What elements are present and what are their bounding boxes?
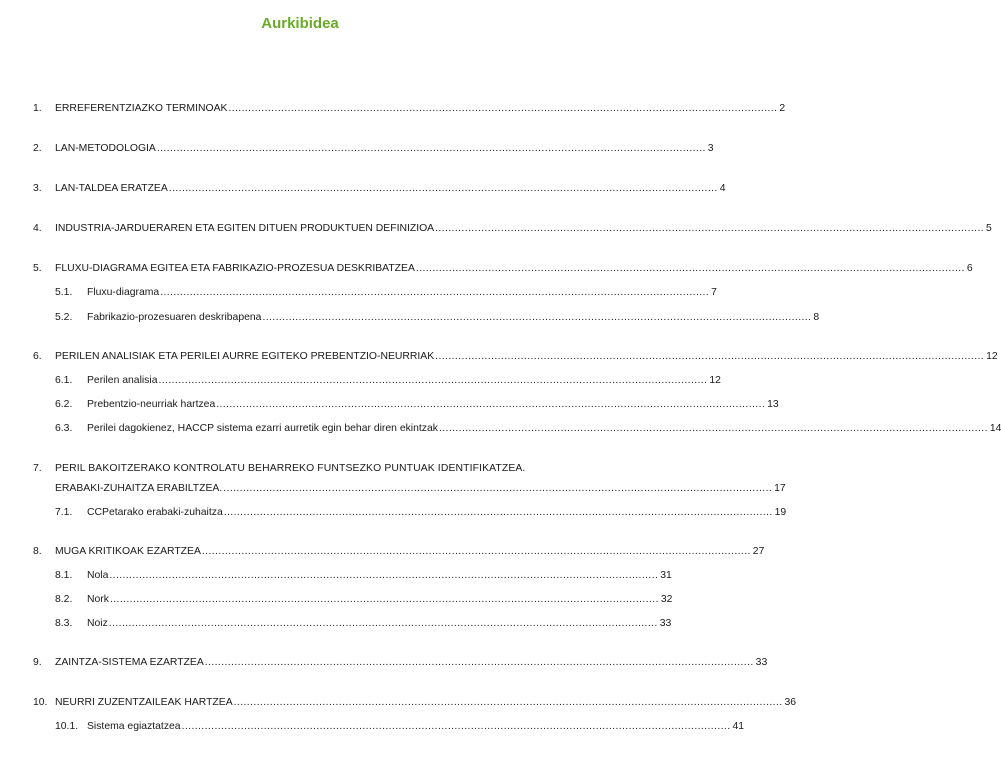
toc-entry-label: MUGA KRITIKOAK EZARTZEA — [55, 546, 201, 557]
toc-entry-page: 12 — [986, 351, 998, 362]
toc-entry-number: 8.3. — [55, 618, 73, 629]
dot-leader: ....................................................................................................................................................................... — [435, 351, 985, 362]
toc-entry-label: Sistema egiaztatzea — [87, 721, 181, 732]
dot-leader: ....................................................................................................................................................................... — [108, 618, 658, 629]
toc-entry-page: 36 — [784, 697, 797, 708]
dot-leader: ....................................................................................................................................................................... — [228, 103, 778, 114]
toc-entry-label: PERILEN ANALISIAK ETA PERILEI AURRE EGITEKO PREBENTZIO-NEURRIAK — [55, 351, 435, 362]
toc-entry-continuation[interactable] — [0, 481, 786, 497]
toc-entry-label: FLUXU-DIAGRAMA EGITEA ETA FABRIKAZIO-PROZESUA DESKRIBATZEA — [55, 263, 415, 274]
toc-entry-page: 3 — [707, 143, 714, 154]
toc-subentry[interactable] — [0, 373, 721, 389]
toc-subentry[interactable] — [0, 421, 1001, 437]
toc-subentry[interactable] — [0, 719, 745, 735]
dot-leader: ....................................................................................................................................................................... — [158, 375, 708, 386]
toc-entry-label: ERREFERENTZIAZKO TERMINOAK — [55, 103, 228, 114]
toc-subentry[interactable] — [0, 397, 779, 413]
toc-entry-number: 5.1. — [55, 287, 73, 298]
toc-entry-page: 7 — [711, 287, 717, 298]
toc-entry-label: Noiz — [87, 618, 108, 629]
dot-leader: ....................................................................................................................................................................... — [233, 697, 783, 708]
toc-entry-number: 8. — [33, 546, 42, 557]
dot-leader: ....................................................................................................................................................................... — [109, 594, 659, 605]
toc-entry-label: LAN-TALDEA ERATZEA — [55, 183, 168, 194]
toc-entry-page: 2 — [779, 103, 786, 114]
toc-entry-number: 6.2. — [55, 399, 73, 410]
dot-leader: ....................................................................................................................................................................... — [181, 721, 731, 732]
toc-entry-page: 13 — [767, 399, 779, 410]
toc-entry-number: 7.1. — [55, 507, 73, 518]
toc-entry-label: Prebentzio-neurriak hartzea — [87, 399, 216, 410]
toc-entry-number: 6. — [33, 351, 42, 362]
dot-leader: ....................................................................................................................................................................... — [156, 143, 706, 154]
toc-entry-number: 5.2. — [55, 312, 73, 323]
toc-entry-label: PERIL BAKOITZERAKO KONTROLATU BEHARREKO FUNTSEZKO PUNTUAK IDENTIFIKATZEA. — [55, 463, 526, 474]
toc-subentry[interactable] — [0, 568, 672, 584]
toc-entry-number: 5. — [33, 263, 42, 274]
toc-entry-number: 9. — [33, 657, 42, 668]
toc-entry-label: Nork — [87, 594, 109, 605]
dot-leader: ....................................................................................................................................................................... — [204, 657, 754, 668]
dot-leader: ....................................................................................................................................................................... — [160, 287, 710, 298]
toc-entry-page: 5 — [986, 223, 992, 234]
toc-entry-number: 10. — [33, 697, 48, 708]
toc-entry-page: 19 — [774, 507, 787, 518]
toc-entry[interactable] — [0, 461, 600, 477]
toc-entry-label: Fabrikazio-prozesuaren deskribapena — [87, 312, 262, 323]
toc-entry-number: 7. — [33, 463, 42, 474]
toc-entry-label: CCPetarako erabaki-zuhaitza — [87, 507, 223, 518]
toc-entry-number: 1. — [33, 103, 42, 114]
toc-entry-page: 14 — [989, 423, 1001, 434]
toc-subentry[interactable] — [0, 310, 820, 326]
toc-entry[interactable] — [0, 695, 797, 711]
toc-entry-page: 33 — [659, 618, 672, 629]
dot-leader: ....................................................................................................................................................................... — [109, 570, 659, 581]
dot-leader: ....................................................................................................................................................................... — [216, 399, 766, 410]
dot-leader: ....................................................................................................................................................................... — [415, 263, 965, 274]
toc-entry-page: 17 — [774, 483, 786, 494]
toc-subentry[interactable] — [0, 592, 673, 608]
dot-leader: ....................................................................................................................................................................... — [223, 483, 773, 494]
toc-entry-label: ZAINTZA-SISTEMA EZARTZEA — [55, 657, 204, 668]
toc-entry-label: ERABAKI-ZUHAITZA ERABILTZEA. — [55, 483, 223, 494]
toc-entry-page: 6 — [966, 263, 973, 274]
toc-entry-label: LAN-METODOLOGIA — [55, 143, 156, 154]
page-title: Aurkibidea — [261, 15, 339, 32]
toc-entry-number: 8.2. — [55, 594, 73, 605]
toc-entry-label: INDUSTRIA-JARDUERAREN ETA EGITEN DITUEN PRODUKTUEN DEFINIZIOA — [55, 223, 435, 234]
toc-subentry[interactable] — [0, 505, 787, 521]
dot-leader: ....................................................................................................................................................................... — [223, 507, 773, 518]
toc-entry-number: 10.1. — [55, 721, 79, 732]
toc-entry-label: Nola — [87, 570, 109, 581]
toc-entry-page: 27 — [752, 546, 765, 557]
toc-subentry[interactable] — [0, 616, 672, 632]
toc-entry-label: Perilen analisia — [87, 375, 158, 386]
toc-entry-number: 6.3. — [55, 423, 73, 434]
toc-entry-page: 4 — [719, 183, 726, 194]
toc-entry-number: 3. — [33, 183, 42, 194]
toc-entry-number: 4. — [33, 223, 42, 234]
dot-leader: ....................................................................................................................................................................... — [262, 312, 812, 323]
toc-entry[interactable] — [0, 261, 973, 277]
toc-entry-page: 31 — [660, 570, 672, 581]
toc-entry-page: 32 — [660, 594, 673, 605]
toc-entry-page: 8 — [813, 312, 820, 323]
toc-entry-number: 6.1. — [55, 375, 73, 386]
toc-entry-page: 41 — [732, 721, 745, 732]
toc-entry-number: 2. — [33, 143, 42, 154]
toc-entry[interactable] — [0, 141, 714, 157]
toc-entry[interactable] — [0, 101, 786, 117]
toc-entry-page: 12 — [709, 375, 721, 386]
dot-leader: ....................................................................................................................................................................... — [168, 183, 718, 194]
toc-entry-label: Perilei dagokienez, HACCP sistema ezarri aurretik egin behar diren ekintzak — [87, 423, 438, 434]
toc-subentry[interactable] — [0, 285, 717, 301]
toc-entry[interactable] — [0, 181, 726, 197]
toc-entry-number: 8.1. — [55, 570, 73, 581]
toc-entry[interactable] — [0, 349, 998, 365]
toc-entry[interactable] — [0, 655, 768, 671]
toc-entry-label: Fluxu-diagrama — [87, 287, 160, 298]
toc-entry[interactable] — [0, 544, 765, 560]
dot-leader: ....................................................................................................................................................................... — [435, 223, 985, 234]
dot-leader: ....................................................................................................................................................................... — [438, 423, 988, 434]
dot-leader: ....................................................................................................................................................................... — [201, 546, 751, 557]
toc-entry[interactable] — [0, 221, 992, 237]
toc-entry-label: NEURRI ZUZENTZAILEAK HARTZEA — [55, 697, 233, 708]
toc-entry-page: 33 — [755, 657, 768, 668]
